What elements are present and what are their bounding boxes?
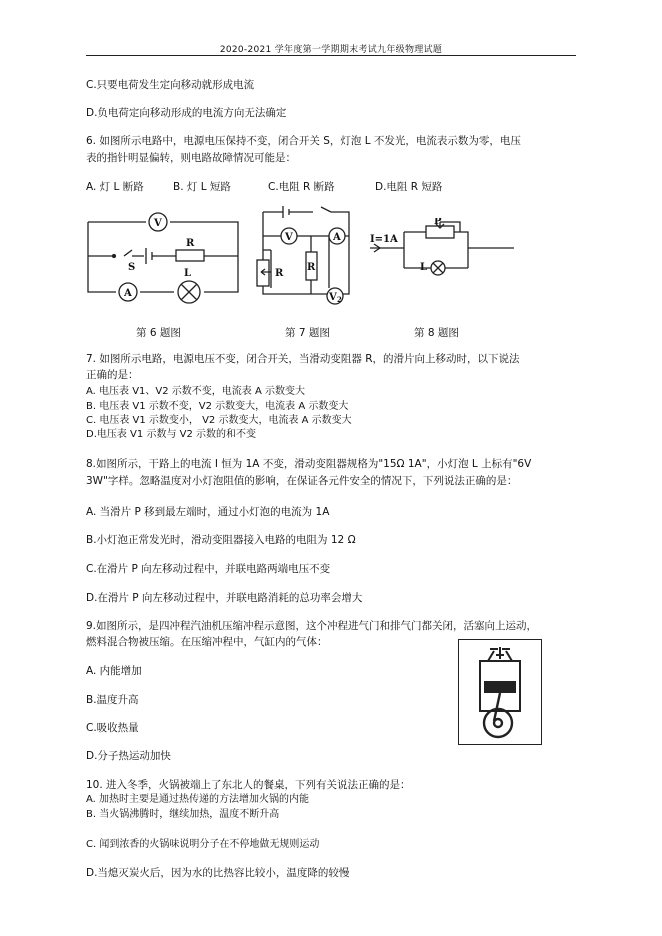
fig7-rheostat-label: R: [275, 268, 284, 279]
header-rule: [86, 55, 576, 56]
q6-option-b: B. 灯 L 短路: [173, 181, 231, 193]
fig6-switch-label: S: [128, 262, 136, 273]
fig6-resistor-label: R: [186, 238, 195, 249]
q9-option-b: B.温度升高: [86, 694, 139, 706]
q10-option-b: B. 当火锅沸腾时，继续加热，温度不断升高: [86, 809, 280, 820]
q6-stem-line1: 6. 如图所示电路中，电源电压保持不变，闭合开关 S，灯泡 L 不发光，电流表示数为零，电压: [86, 135, 521, 147]
figure-6-caption: 第 6 题图: [136, 327, 181, 339]
q10-option-d: D.当熄灭炭火后，因为水的比热容比较小，温度降的较慢: [86, 867, 350, 879]
fig7-voltmeter2-label: V: [329, 292, 337, 303]
fig8-current-label: I=1A: [370, 234, 398, 245]
q7-option-b: B. 电压表 V1 示数不变，V2 示数变大，电流表 A 示数变大: [86, 401, 349, 412]
fig6-ammeter-label: A: [124, 288, 132, 299]
q7-stem-line1: 7. 如图所示电路，电源电压不变，闭合开关，当滑动变阻器 R，的滑片向上移动时，以下说法: [86, 353, 520, 365]
q8-option-c: C.在滑片 P 向左移动过程中，并联电路两端电压不变: [86, 563, 331, 575]
q8-option-a: A. 当滑片 P 移到最左端时，通过小灯泡的电流为 1A: [86, 506, 330, 518]
figure-7-circuit: [243, 202, 361, 310]
q8-option-d: D.在滑片 P 向左移动过程中，并联电路消耗的总功率会增大: [86, 592, 363, 604]
figure-8-caption: 第 8 题图: [414, 327, 459, 339]
fig8-lamp-label: L: [420, 262, 428, 273]
q6-option-c: C.电阻 R 断路: [268, 181, 335, 193]
page-header: 2020-2021 学年度第一学期期末考试九年级物理试题: [219, 45, 443, 55]
fig7-voltmeter2-subscript: 2: [337, 295, 342, 304]
engine-compression-figure: [458, 639, 542, 745]
fig6-voltmeter-label: V: [154, 218, 162, 229]
q9-option-a: A. 内能增加: [86, 665, 142, 677]
q9-stem-line2: 燃料混合物被压缩。在压缩冲程中，气缸内的气体：: [86, 636, 328, 648]
q9-option-c: C.吸收热量: [86, 722, 139, 734]
q7-option-c: C. 电压表 V1 示数变小， V2 示数变大，电流表 A 示数变大: [86, 415, 352, 426]
q5-option-c: C.只要电荷发生定向移动就形成电流: [86, 79, 255, 91]
q10-stem: 10. 进入冬季，火锅被端上了东北人的餐桌，下列有关说法正确的是：: [86, 779, 411, 791]
fig6-lamp-label: L: [184, 268, 192, 279]
q8-stem-line1: 8.如图所示，干路上的电流 I 恒为 1A 不变，滑动变阻器规格为"15Ω 1A"，小灯泡 L 上标有"6V: [86, 458, 532, 470]
q8-stem-line2: 3W"字样。忽略温度对小灯泡阻值的影响，在保证各元件安全的情况下，下列说法正确的是：: [86, 475, 518, 487]
q9-stem-line1: 9.如图所示，是四冲程汽油机压缩冲程示意图，这个冲程进气门和排气门都关闭，活塞向上运动，: [86, 620, 538, 632]
q9-option-d: D.分子热运动加快: [86, 750, 171, 762]
fig7-ammeter-label: A: [333, 232, 341, 243]
q6-stem-line2: 表的指针明显偏转，则电路故障情况可能是：: [86, 152, 296, 164]
figure-6-circuit: [84, 206, 244, 306]
q8-option-b: B.小灯泡正常发光时，滑动变阻器接入电路的电阻为 12 Ω: [86, 534, 356, 546]
q7-option-a: A. 电压表 V1、V2 示数不变，电流表 A 示数变大: [86, 386, 305, 397]
q7-stem-line2: 正确的是：: [86, 369, 139, 381]
q5-option-d: D.负电荷定向移动形成的电流方向无法确定: [86, 107, 287, 119]
q6-option-a: A. 灯 L 断路: [86, 181, 144, 193]
q10-option-c: C. 闻到浓香的火锅味说明分子在不停地做无规则运动: [86, 839, 320, 850]
q7-option-d: D.电压表 V1 示数与 V2 示数的和不变: [86, 429, 256, 440]
figure-8-circuit: [370, 218, 520, 288]
fig7-voltmeter-label: V: [285, 232, 293, 243]
fig8-slider-label: P: [434, 218, 442, 227]
fig7-resistor-label: R: [307, 262, 316, 273]
figure-7-caption: 第 7 题图: [285, 327, 330, 339]
q10-option-a: A. 加热时主要是通过热传递的方法增加火锅的内能: [86, 794, 310, 805]
q6-option-d: D.电阻 R 短路: [375, 181, 443, 193]
